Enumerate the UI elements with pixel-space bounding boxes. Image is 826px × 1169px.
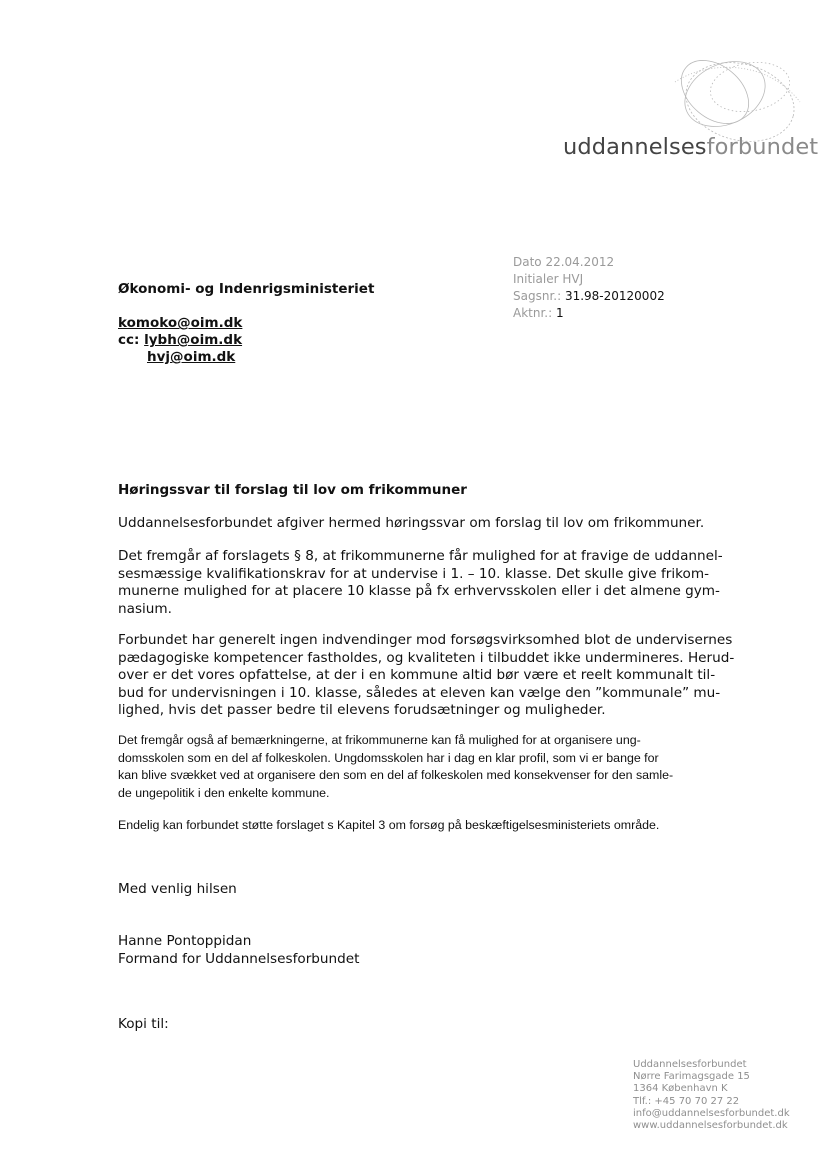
- paragraph-qualifications: [118, 548, 758, 618]
- paragraph-line: domsskolen som en del af folkeskolen. Ungdomsskolen har i dag en klar profil, som vi er bange for: [118, 750, 659, 765]
- logo-wordmark: [563, 134, 818, 160]
- footer-phone: Tlf.: +45 70 70 27 22: [633, 1095, 740, 1107]
- footer-address: [633, 1059, 790, 1132]
- signature-title: Formand for Uddannelsesforbundet: [118, 950, 360, 967]
- paragraph-line: over er det vores opfattelse, at der i en kommune altid bør være et reelt kommunalt til-: [118, 667, 716, 683]
- signature-name: Hanne Pontoppidan: [118, 933, 252, 949]
- paragraph-line: munerne mulighed for at placere 10 klasse på fx erhvervsskolen eller i det almene gym-: [118, 583, 720, 599]
- cc-email-link-2[interactable]: hvj@oim.dk: [147, 349, 236, 365]
- paragraph-line: pædagogiske kompetencer fastholdes, og kvaliteten i tilbuddet ikke undermineres. Herud-: [118, 649, 735, 666]
- signature-block: [118, 933, 359, 968]
- cc-label: cc:: [118, 332, 145, 348]
- paragraph-intro: Uddannelsesforbundet afgiver hermed høringssvar om forslag til lov om frikommuner.: [118, 515, 705, 531]
- meta-initialer: Initialer HVJ: [513, 272, 584, 286]
- closing-greeting: Med venlig hilsen: [118, 881, 237, 897]
- footer-org-name: Uddannelsesforbundet: [633, 1059, 747, 1070]
- logo-text-dark: uddannelses: [563, 134, 707, 160]
- paragraph-line: bud for undervisningen i 10. klasse, således at eleven kan vælge den ”kommunale” mu-: [118, 684, 721, 701]
- paragraph-support: Endelig kan forbundet støtte forslaget s Kapitel 3 om forsøg på beskæftigelsesministeriets område.: [118, 818, 660, 832]
- footer-website[interactable]: www.uddannelsesforbundet.dk: [633, 1120, 788, 1132]
- meta-dato: Dato 22.04.2012: [513, 255, 615, 269]
- letter-subject: Høringssvar til forslag til lov om frikommuner: [118, 482, 467, 498]
- paragraph-line: lighed, hvis det passer bedre til elevens forudsætninger og muligheder.: [118, 702, 606, 718]
- meta-sagsnr-label: Sagsnr.:: [513, 289, 565, 303]
- recipient-block: [118, 281, 374, 366]
- recipient-email-link[interactable]: komoko@oim.dk: [118, 315, 243, 331]
- meta-sagsnr: [513, 288, 665, 305]
- paragraph-line: kan blive svækket ved at organisere den som en del af folkeskolen med konsekvenser for den samle-: [118, 768, 674, 782]
- logo-text-light: forbundet: [706, 134, 819, 160]
- meta-aktnr-label: Aktnr.:: [513, 306, 556, 320]
- meta-sagsnr-value: 31.98-20120002: [564, 289, 665, 303]
- paragraph-line: Det fremgår også af bemærkningerne, at frikommunerne kan få mulighed for at organisere ung-: [118, 733, 641, 747]
- paragraph-experiments: [118, 632, 758, 720]
- copy-to-label: Kopi til:: [118, 1016, 169, 1032]
- footer-street: Nørre Farimagsgade 15: [633, 1071, 750, 1083]
- meta-aktnr-value: 1: [555, 306, 564, 320]
- footer-city: 1364 København K: [633, 1083, 728, 1095]
- paragraph-line: nasium.: [118, 600, 172, 617]
- paragraph-line: sesmæssige kvalifikationskrav for at undervise i 1. – 10. klasse. Det skulle give frikom-: [118, 565, 709, 582]
- paragraph-youth-school: [118, 732, 758, 802]
- paragraph-line: Forbundet har generelt ingen indvendinger mod forsøgsvirksomhed blot de undervisernes: [118, 632, 733, 648]
- letter-meta: [513, 254, 665, 322]
- paragraph-line: Det fremgår af forslagets § 8, at frikommunerne får mulighed for at fravige de uddannel-: [118, 548, 723, 564]
- cc-email-link-1[interactable]: lybh@oim.dk: [144, 332, 243, 348]
- paragraph-line: de ungepolitik i den enkelte kommune.: [118, 785, 330, 800]
- recipient-organisation: Økonomi- og Indenrigsministeriet: [118, 281, 375, 297]
- meta-aktnr: [513, 305, 665, 322]
- footer-email[interactable]: info@uddannelsesforbundet.dk: [633, 1107, 790, 1119]
